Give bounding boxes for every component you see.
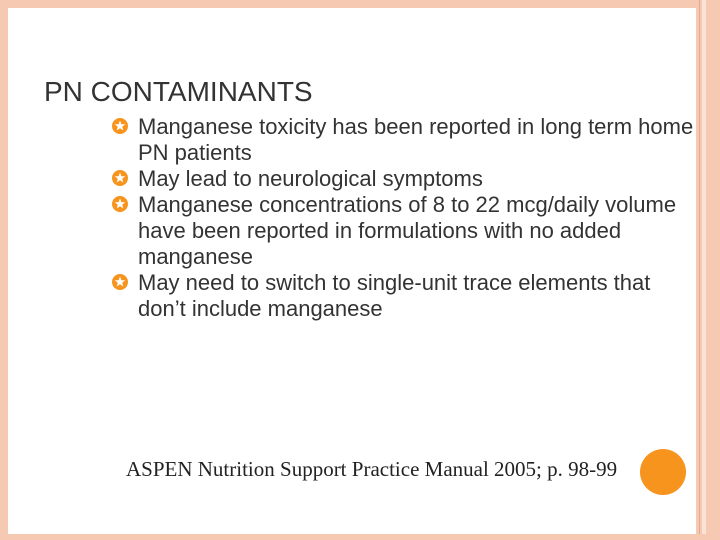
bullet-text: May need to switch to single-unit trace elements that don’t include manganese — [138, 270, 651, 321]
bullet-item — [112, 270, 702, 322]
bullet-list — [112, 114, 702, 322]
star-bullet-icon — [112, 118, 128, 134]
star-bullet-icon — [112, 196, 128, 212]
slide-frame-bottom — [0, 534, 720, 540]
bullet-item — [112, 192, 702, 270]
bullet-text: Manganese concentrations of 8 to 22 mcg/daily volume have been reported in formulations with no added manganese — [138, 192, 677, 269]
star-bullet-icon — [112, 170, 128, 186]
bullet-item — [112, 114, 702, 166]
slide-frame-left — [0, 0, 8, 540]
bullet-text: Manganese toxicity has been reported in long term home PN patients — [138, 114, 694, 165]
star-bullet-icon — [112, 274, 128, 290]
bullet-item — [112, 166, 702, 192]
citation-text: ASPEN Nutrition Support Practice Manual 2005; p. 98-99 — [126, 457, 618, 481]
slide-frame-top — [0, 0, 720, 8]
slide-frame-right-stripe — [702, 0, 706, 540]
bullet-text: May lead to neurological symptoms — [138, 166, 483, 191]
slide-title: PN CONTAMINANTS — [44, 76, 313, 107]
